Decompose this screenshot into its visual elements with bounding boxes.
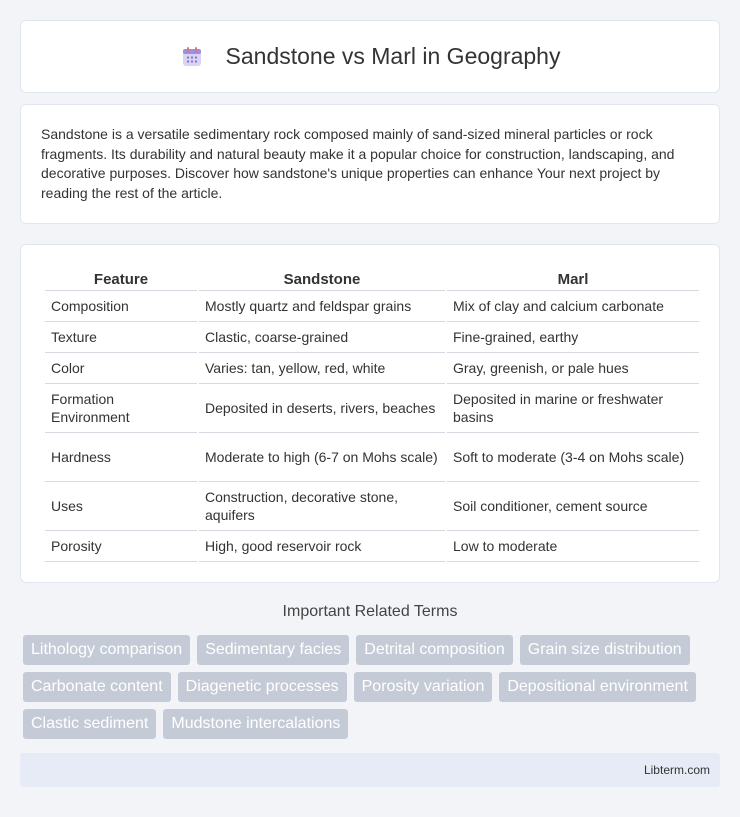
sandstone-cell: High, good reservoir rock — [199, 531, 445, 562]
term-tag[interactable]: Diagenetic processes — [178, 672, 347, 702]
header-marl: Marl — [447, 265, 699, 291]
term-tag[interactable]: Detrital composition — [356, 635, 513, 665]
marl-cell: Soil conditioner, cement source — [447, 482, 699, 531]
feature-cell: Formation Environment — [45, 384, 197, 433]
tag-row — [23, 635, 723, 665]
header-feature: Feature — [45, 265, 197, 291]
intro-text: Sandstone is a versatile sedimentary rock composed mainly of sand-sized mineral particles or rock fragments. Its durability and natural beauty make it a popular choice for construction, landscaping, and decorative purposes. Discover how sandstone's unique properties can enhance Your next project by reading the rest of the article. — [41, 126, 675, 201]
feature-cell: Composition — [45, 291, 197, 322]
term-tag[interactable]: Grain size distribution — [520, 635, 690, 665]
feature-cell: Texture — [45, 322, 197, 353]
sandstone-cell: Construction, decorative stone, aquifers — [199, 482, 445, 531]
related-terms-heading: Important Related Terms — [282, 603, 458, 620]
footer — [20, 753, 720, 787]
sandstone-cell: Varies: tan, yellow, red, white — [199, 353, 445, 384]
feature-cell: Uses — [45, 482, 197, 531]
feature-cell: Hardness — [45, 433, 197, 482]
table-row — [45, 322, 699, 353]
related-terms — [23, 635, 723, 746]
tag-row — [23, 672, 723, 702]
sandstone-cell: Deposited in deserts, rivers, beaches — [199, 384, 445, 433]
term-tag[interactable]: Porosity variation — [354, 672, 493, 702]
marl-cell: Mix of clay and calcium carbonate — [447, 291, 699, 322]
term-tag[interactable]: Carbonate content — [23, 672, 171, 702]
intro-card — [20, 104, 720, 224]
table-row — [45, 482, 699, 531]
sandstone-cell: Moderate to high (6-7 on Mohs scale) — [199, 433, 445, 482]
marl-cell: Low to moderate — [447, 531, 699, 562]
tag-row — [23, 709, 723, 739]
table-row — [45, 353, 699, 384]
sandstone-cell: Clastic, coarse-grained — [199, 322, 445, 353]
title-card — [20, 20, 720, 93]
table-header-row — [45, 265, 699, 291]
feature-cell: Porosity — [45, 531, 197, 562]
calendar-icon — [180, 45, 204, 69]
marl-cell: Deposited in marine or freshwater basins — [447, 384, 699, 433]
feature-cell: Color — [45, 353, 197, 384]
comparison-table — [43, 265, 701, 562]
table-row — [45, 384, 699, 433]
table-row — [45, 291, 699, 322]
header-sandstone: Sandstone — [199, 265, 445, 291]
marl-cell: Gray, greenish, or pale hues — [447, 353, 699, 384]
table-row — [45, 433, 699, 482]
term-tag[interactable]: Depositional environment — [499, 672, 696, 702]
sandstone-cell: Mostly quartz and feldspar grains — [199, 291, 445, 322]
table-row — [45, 531, 699, 562]
footer-brand[interactable]: Libterm.com — [643, 763, 710, 777]
marl-cell: Soft to moderate (3-4 on Mohs scale) — [447, 433, 699, 482]
term-tag[interactable]: Lithology comparison — [23, 635, 190, 665]
comparison-card — [20, 244, 720, 583]
marl-cell: Fine-grained, earthy — [447, 322, 699, 353]
term-tag[interactable]: Clastic sediment — [23, 709, 156, 739]
term-tag[interactable]: Mudstone intercalations — [163, 709, 348, 739]
page-title: Sandstone vs Marl in Geography — [225, 43, 561, 69]
term-tag[interactable]: Sedimentary facies — [197, 635, 349, 665]
